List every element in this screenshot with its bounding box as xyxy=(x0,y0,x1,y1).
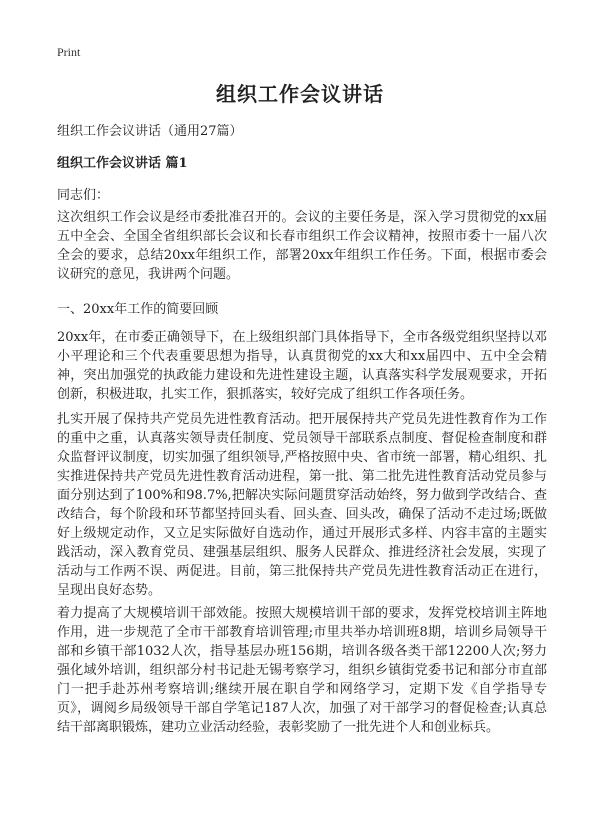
print-link[interactable]: Print xyxy=(57,45,81,59)
section-title: 组织工作会议讲话 篇1 xyxy=(57,156,188,171)
section-heading-review: 一、20xx年工作的简要回顾 xyxy=(57,302,219,317)
paragraph-training: 着力提高了大规模培训干部效能。按照大规模培训干部的要求，发挥党校培训主阵地作用，进一步规范了全市干部教育培训管理;市里共举办培训班8期，培训乡局领导干部和乡镇干部1032人次，指导基层办班156期，培训各级各类干部12200人次;努力强化域外培训，组织部分村书记赴无锡考察学习，组织乡镇街党委书记和部分市直部门一把手赴苏州考察培训;继续开展在职自学和网络学习，定期下发《自学指导专页》，调阅乡局级领导干部自学笔记187人次，加强了对干部学习的督促检查;认真总结干部离职锻炼，建功立业活动经验，表彰奖励了一批先进个人和创业标兵。 xyxy=(57,606,547,735)
document-title: 组织工作会议讲话 xyxy=(216,82,384,106)
greeting: 同志们： xyxy=(57,188,110,203)
document-subtitle: 组织工作会议讲话（通用27篇） xyxy=(57,124,243,139)
paragraph-education: 扎实开展了保持共产党员先进性教育活动。把开展保持共产党员先进性教育作为工作的重中之重，认真落实领导责任制度、党员领导干部联系点制度、督促检查制度和群众监督评议制度，切实加强了组织领导,严格按照中央、省市统一部署，精心组织、扎实推进保持共产党员先进性教育活动进程，第一批、第二批先进性教育活动党员参与面分别达到了100%和98.7%,把解决实际问题贯穿活动始终，努力做到学改结合、查改结合，每个阶段和环节都坚持回头看、回头查、回头改，确保了活动不走过场;既做好上级规定动作，又立足实际做好自选动作，通过开展形式多样、内容丰富的主题实践活动，深入教育党员、建强基层组织、服务人民群众、推进经济社会发展，实现了活动与工作两不误、两促进。目前，第三批保持共产党员先进性教育活动正在进行，呈现出良好态势。 xyxy=(57,412,547,598)
paragraph-review: 20xx年，在市委正确领导下，在上级组织部门具体指导下，全市各级党组织坚持以邓小平理论和三个代表重要思想为指导，认真贯彻党的xx大和xx届四中、五中全会精神，突出加强党的执政能力建设和先进性建设主题，认真落实科学发展观要求，开拓创新，积极进取，扎实工作，狠抓落实，较好完成了组织工作各项任务。 xyxy=(57,330,547,402)
paragraph-intro: 这次组织工作会议是经市委批准召开的。会议的主要任务是，深入学习贯彻党的xx届五中全会、全国全省组织部长会议和长春市组织工作会议精神，按照市委十一届八次全会的要求，总结20xx年组织工作，部署20xx年组织工作任务。下面，根据市委会议研究的意见，我讲两个问题。 xyxy=(57,210,547,282)
